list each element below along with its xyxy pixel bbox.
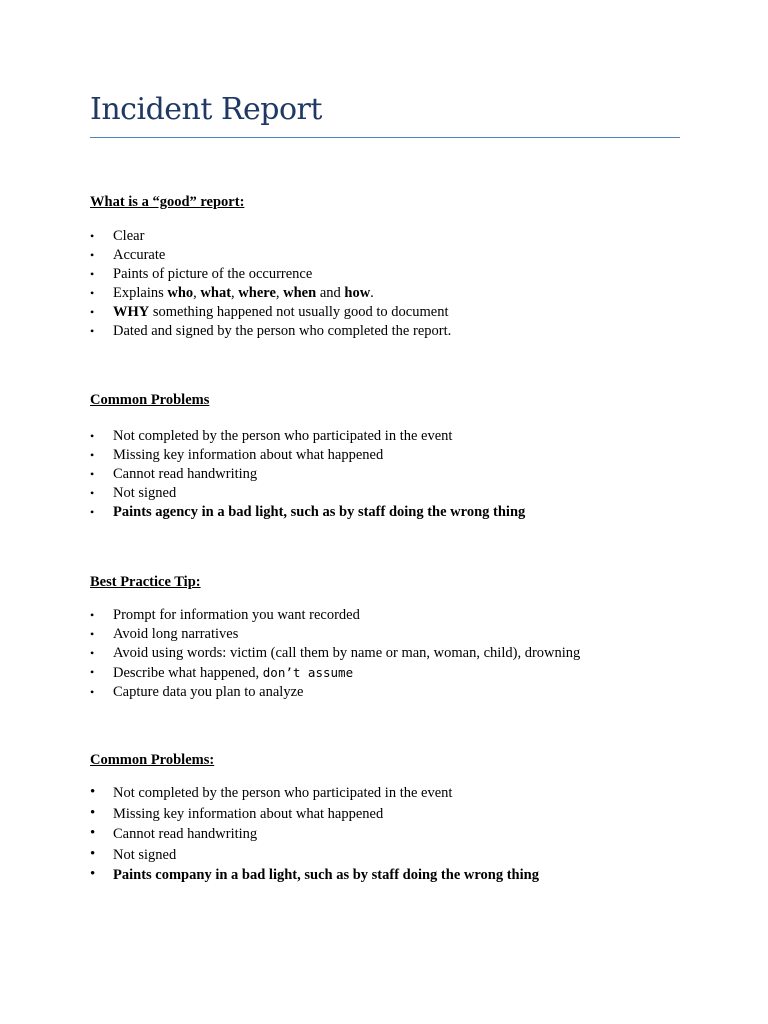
bullet-icon: • xyxy=(90,486,95,500)
common-problems-heading: Common Problems xyxy=(90,392,210,408)
list-item: • Cannot read handwriting xyxy=(90,825,258,842)
list-item: • Capture data you plan to analyze xyxy=(90,684,304,700)
list-item: • Not signed xyxy=(90,845,177,863)
list-item: • Avoid long narratives xyxy=(90,626,239,642)
list-item: • Clear xyxy=(90,228,145,244)
list-item-explains: • Explains who, what, where, when and how. xyxy=(90,285,374,301)
bullet-icon: • xyxy=(90,665,95,679)
bullet-icon: • xyxy=(90,505,95,519)
bullet-icon: • xyxy=(90,286,95,300)
common-problems-2-heading: Common Problems: xyxy=(90,752,215,768)
bullet-icon: • xyxy=(90,448,95,462)
good-report-list xyxy=(90,227,690,341)
bullet-icon: • xyxy=(90,646,95,660)
list-item: • Not signed xyxy=(90,485,177,501)
bullet-icon: • xyxy=(90,467,95,481)
common-problems-list xyxy=(90,427,690,522)
common-problems-section xyxy=(90,391,690,522)
list-item: • Missing key information about what happened xyxy=(90,804,384,822)
title-divider xyxy=(90,137,680,138)
list-item: • Not completed by the person who participated in the event xyxy=(90,428,453,444)
good-report-heading: What is a “good” report: xyxy=(90,194,245,210)
best-practice-list xyxy=(90,606,690,702)
bullet-icon: • xyxy=(90,825,96,841)
list-item: • Paints of picture of the occurrence xyxy=(90,266,313,282)
list-item: • Missing key information about what happened xyxy=(90,447,384,463)
list-item: • Not completed by the person who participated in the event xyxy=(90,784,453,801)
list-item: • Accurate xyxy=(90,247,166,263)
bullet-icon: • xyxy=(90,324,95,338)
list-item-bold: • Paints agency in a bad light, such as by staff doing the wrong thing xyxy=(90,504,526,520)
list-item: • Dated and signed by the person who completed the report. xyxy=(90,323,452,339)
bullet-icon: • xyxy=(90,784,96,800)
bullet-icon: • xyxy=(90,627,95,641)
bullet-icon: • xyxy=(90,866,96,882)
bullet-icon: • xyxy=(90,845,96,862)
common-problems-2-list xyxy=(90,783,690,886)
best-practice-section xyxy=(90,573,690,702)
best-practice-heading: Best Practice Tip: xyxy=(90,574,201,590)
good-report-section xyxy=(90,193,690,341)
bullet-icon: • xyxy=(90,429,95,443)
list-item: • Cannot read handwriting xyxy=(90,466,258,482)
bullet-icon: • xyxy=(90,608,95,622)
common-problems-2-section xyxy=(90,751,690,886)
bullet-icon: • xyxy=(90,305,95,319)
list-item-bold: • Paints company in a bad light, such as by staff doing the wrong thing xyxy=(90,866,539,883)
page-title: Incident Report xyxy=(90,92,322,127)
bullet-icon: • xyxy=(90,804,96,821)
bullet-icon: • xyxy=(90,267,95,281)
list-item: • Avoid using words: victim (call them by name or man, woman, child), drowning xyxy=(90,645,581,661)
bullet-icon: • xyxy=(90,229,95,243)
list-item: • Prompt for information you want recorded xyxy=(90,607,360,623)
list-item-describe: • Describe what happened, don’t assume xyxy=(90,665,354,681)
list-item-why: • WHY something happened not usually good to document xyxy=(90,304,449,320)
bullet-icon: • xyxy=(90,248,95,262)
bullet-icon: • xyxy=(90,685,95,699)
